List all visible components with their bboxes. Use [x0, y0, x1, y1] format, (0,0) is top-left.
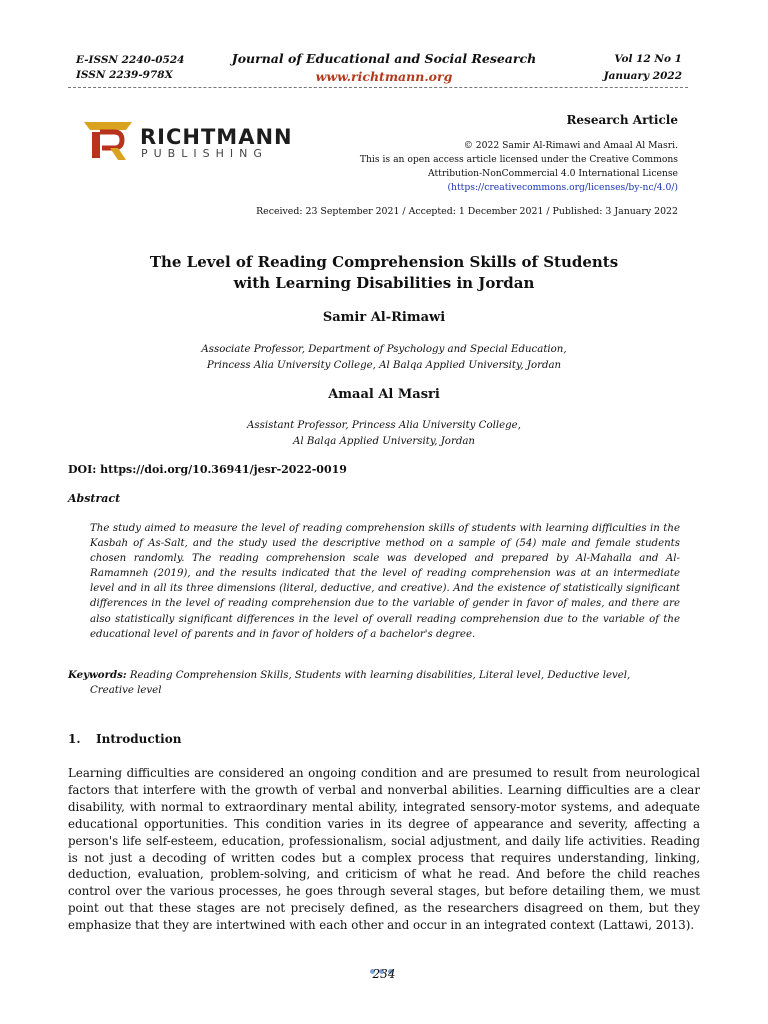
journal-title: Journal of Educational and Social Research [231, 51, 537, 66]
keywords-line-2: Creative level [90, 685, 162, 697]
introduction-paragraph: Learning difficulties are considered an ongoing condition and are presumed to result from neurological factors that interfere with the growth of verbal and nonverbal abilities. Learning difficulties are a clear disability, with normal to extraordinary mental ability, integrated sensory-motor systems, and adequate educational opportunities. This condition varies in its degree of appearance and severity, affecting a person's life self-esteem, education, professionalism, social adjustment, and daily life activities. Reading is not just a decoding of written codes but a complex process that requires understanding, linking, deduction, evaluation, problem-solving, and criticism of what he read. And before the child reaches control over the various processes, he goes through several stages, but before detailing them, we must point out that these stages are not precisely defined, as the researchers disagreed on them, but they emphasize that they are intertwined with each other and occur in an integrated context (Lattawi, 2013). [68, 766, 700, 933]
volume: Vol 12 No 1 [614, 53, 682, 65]
issue-block [604, 51, 682, 85]
section-title: Introduction [96, 732, 182, 746]
page-number: 234 [372, 967, 396, 981]
author-affiliation [100, 342, 668, 374]
keywords-label: Keywords: [68, 669, 127, 681]
issn: ISSN 2239-978X [76, 69, 173, 81]
article-dates: Received: 23 September 2021 / Accepted: 1 December 2021 / Published: 3 January 2022 [256, 206, 678, 217]
affiliation-line-1: Assistant Professor, Princess Alia University College, [247, 420, 521, 431]
license-block [360, 139, 678, 195]
header-divider [68, 87, 688, 88]
journal-block [200, 50, 568, 86]
keywords [68, 668, 680, 698]
section-heading [68, 732, 181, 746]
license-copyright: © 2022 Samir Al-Rimawi and Amaal Al Masri. [463, 140, 678, 151]
issn-block [76, 53, 184, 83]
license-text-2: Attribution-NonCommercial 4.0 International License [428, 168, 678, 179]
abstract-text: The study aimed to measure the level of reading comprehension skills of students with learning difficulties in the Kasbah of As-Salt, and the study used the descriptive method on a sample of (54) male and female students chosen randomly. The reading comprehension scale was developed and prepared by Al-Mahalla and Al-Ramamneh (2019), and the results indicated that the level of reading comprehension was at an intermediate level and in all its three dimensions (literal, deductive, and creative). And the existence of statistically significant differences in the level of reading comprehension due to the variable of gender in favor of males, and there are also statistically significant differences in the level of overall reading comprehension due to the variable of the educational level of parents and in favor of holders of a bachelor's degree. [90, 523, 680, 640]
affiliation-line-2: Princess Alia University College, Al Balqa Applied University, Jordan [206, 360, 562, 371]
eissn: E-ISSN 2240-0524 [76, 54, 185, 66]
richtmann-logo-icon [80, 118, 136, 166]
journal-url[interactable]: www.richtmann.org [315, 69, 453, 84]
publisher-sub: PUBLISHING [141, 147, 268, 160]
author-name: Samir Al-Rimawi [322, 310, 446, 325]
license-link[interactable]: (https://creativecommons.org/licenses/by-nc/4.0/) [447, 182, 678, 193]
title-line-2: with Learning Disabilities in Jordan [233, 274, 535, 292]
license-text-1: This is an open access article licensed under the Creative Commons [359, 154, 678, 165]
article-type: Research Article [566, 113, 678, 127]
doi[interactable]: DOI: https://doi.org/10.36941/jesr-2022-0019 [68, 463, 347, 476]
affiliation-line-1: Associate Professor, Department of Psychology and Special Education, [201, 344, 567, 355]
keywords-line-1: Reading Comprehension Skills, Students with learning disabilities, Literal level, Deductive level, [129, 670, 631, 681]
author-name: Amaal Al Masri [328, 387, 440, 402]
issue-date: January 2022 [603, 70, 682, 82]
title-line-1: The Level of Reading Comprehension Skills of Students [149, 253, 619, 271]
publisher-name: RICHTMANN [140, 125, 293, 149]
section-number: 1. [68, 732, 81, 746]
author-affiliation [100, 418, 668, 450]
affiliation-line-2: Al Balqa Applied University, Jordan [293, 436, 475, 447]
abstract-heading: Abstract [68, 492, 121, 505]
article-title [100, 252, 668, 294]
